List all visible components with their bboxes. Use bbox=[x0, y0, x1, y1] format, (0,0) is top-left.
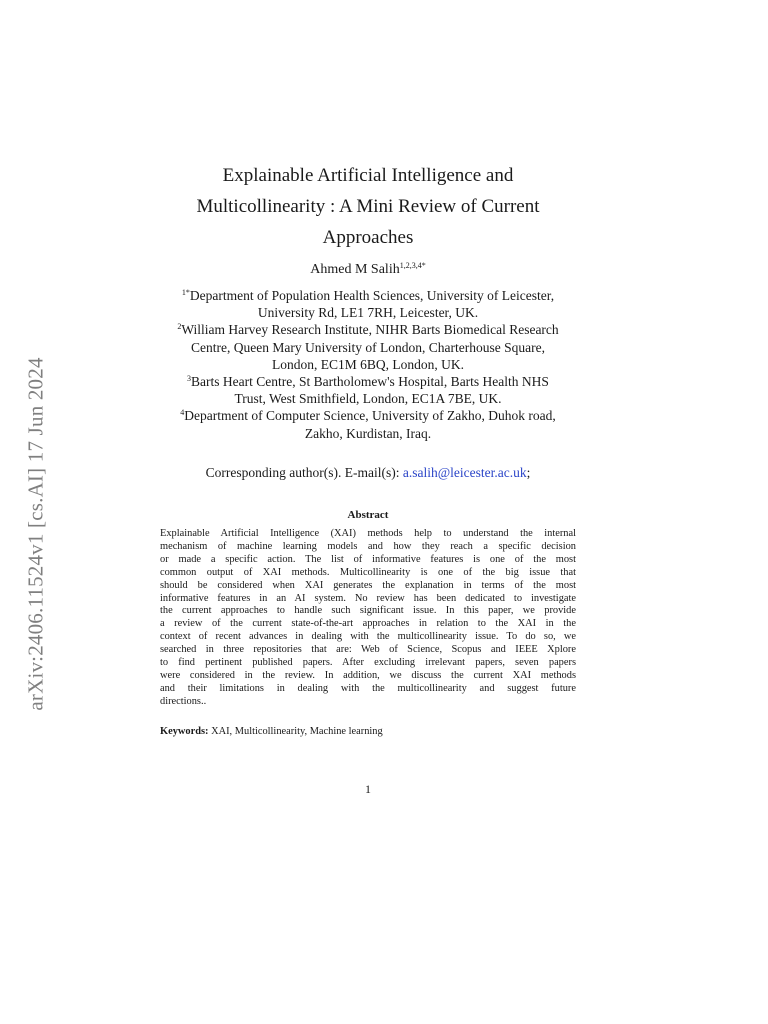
keywords-label: Keywords: bbox=[160, 726, 209, 737]
affiliation-2-line-1 bbox=[150, 321, 586, 338]
abstract-line: searched in three repositories that are: Web of Science, Scopus and IEEE Xplore bbox=[160, 644, 576, 656]
abstract-line: mechanism of machine learning models and how they reach a specific decision bbox=[160, 540, 576, 552]
abstract-line: and their limitations in dealing with the multicollinearity and suggest future bbox=[160, 682, 576, 694]
affiliation-4-line-2: Zakho, Kurdistan, Iraq. bbox=[304, 425, 432, 441]
author-line bbox=[150, 262, 586, 278]
abstract-line: common output of XAI methods. Multicollinearity is one of the big issue that bbox=[160, 566, 576, 578]
affiliation-3-line-1 bbox=[150, 373, 586, 390]
abstract-line: context of recent advances in dealing with the multicollinearity issue. To do so, we bbox=[160, 631, 576, 643]
affiliation-2-line-2: Centre, Queen Mary University of London, Charterhouse Square, bbox=[191, 339, 545, 355]
affiliation-1-line-2: University Rd, LE1 7RH, Leicester, UK. bbox=[257, 305, 479, 321]
arxiv-identifier-stamp: arXiv:2406.11524v1 [cs.AI] 17 Jun 2024 bbox=[23, 357, 48, 711]
abstract-heading: Abstract bbox=[347, 509, 389, 521]
corresponding-suffix: ; bbox=[526, 465, 531, 480]
keywords bbox=[160, 726, 576, 737]
abstract-line: should be considered when XAI generates the explanation in terms of the most bbox=[160, 579, 576, 591]
author-name: Ahmed M Salih bbox=[310, 262, 400, 277]
abstract-body bbox=[160, 528, 576, 709]
abstract-line: were considered in the review. In addition, we discuss the current XAI methods bbox=[160, 669, 576, 681]
paper-title bbox=[150, 160, 586, 253]
abstract-line: directions.. bbox=[160, 695, 207, 707]
author-affiliation-marks: 1,2,3,4* bbox=[399, 261, 426, 270]
corresponding-label: Corresponding author(s). E-mail(s): bbox=[205, 465, 400, 480]
email-link[interactable]: a.salih@leicester.ac.uk bbox=[402, 465, 527, 480]
title-line: Multicollinearity : A Mini Review of Current bbox=[196, 196, 540, 217]
affiliation-2-line-3: London, EC1M 6BQ, London, UK. bbox=[272, 356, 464, 372]
title-line: Explainable Artificial Intelligence and bbox=[222, 165, 514, 186]
keywords-text: XAI, Multicollinearity, Machine learning bbox=[211, 726, 383, 737]
page-number: 1 bbox=[365, 782, 371, 796]
affiliation-2-text: William Harvey Research Institute, NIHR Barts Biomedical Research bbox=[181, 322, 559, 338]
affiliation-4-mark: 4 bbox=[180, 408, 185, 418]
affiliation-3-line-2: Trust, West Smithfield, London, EC1A 7BE, UK. bbox=[234, 391, 502, 407]
affiliation-3-mark: 3 bbox=[187, 374, 192, 384]
affiliations bbox=[150, 287, 586, 442]
affiliation-1-mark: 1* bbox=[181, 288, 190, 297]
abstract-line: to find pertinent published papers. After excluding irrelevant papers, seven papers bbox=[160, 657, 576, 669]
corresponding-author bbox=[150, 465, 586, 481]
abstract-line: a review of the current state-of-the-art approaches in relation to the XAI in the bbox=[160, 618, 576, 630]
title-line: Approaches bbox=[322, 227, 414, 248]
abstract-line: Explainable Artificial Intelligence (XAI) methods help to understand the internal bbox=[160, 528, 576, 539]
affiliation-3-text: Barts Heart Centre, St Bartholomew's Hospital, Barts Health NHS bbox=[191, 374, 549, 390]
affiliation-4-line-1 bbox=[150, 407, 586, 424]
affiliation-4-text: Department of Computer Science, University of Zakho, Duhok road, bbox=[184, 408, 556, 424]
abstract-line: or made a specific action. The list of informative features is one of the most bbox=[160, 553, 576, 565]
abstract-line: informative features in an AI system. No review has been dedicated to investigate bbox=[160, 592, 576, 604]
abstract-line: the current approaches to handle such significant issue. In this paper, we provide bbox=[160, 605, 576, 617]
affiliation-1-line-1 bbox=[150, 287, 586, 304]
affiliation-2-mark: 2 bbox=[177, 322, 182, 332]
affiliation-1-text: Department of Population Health Sciences, University of Leicester, bbox=[189, 288, 555, 303]
